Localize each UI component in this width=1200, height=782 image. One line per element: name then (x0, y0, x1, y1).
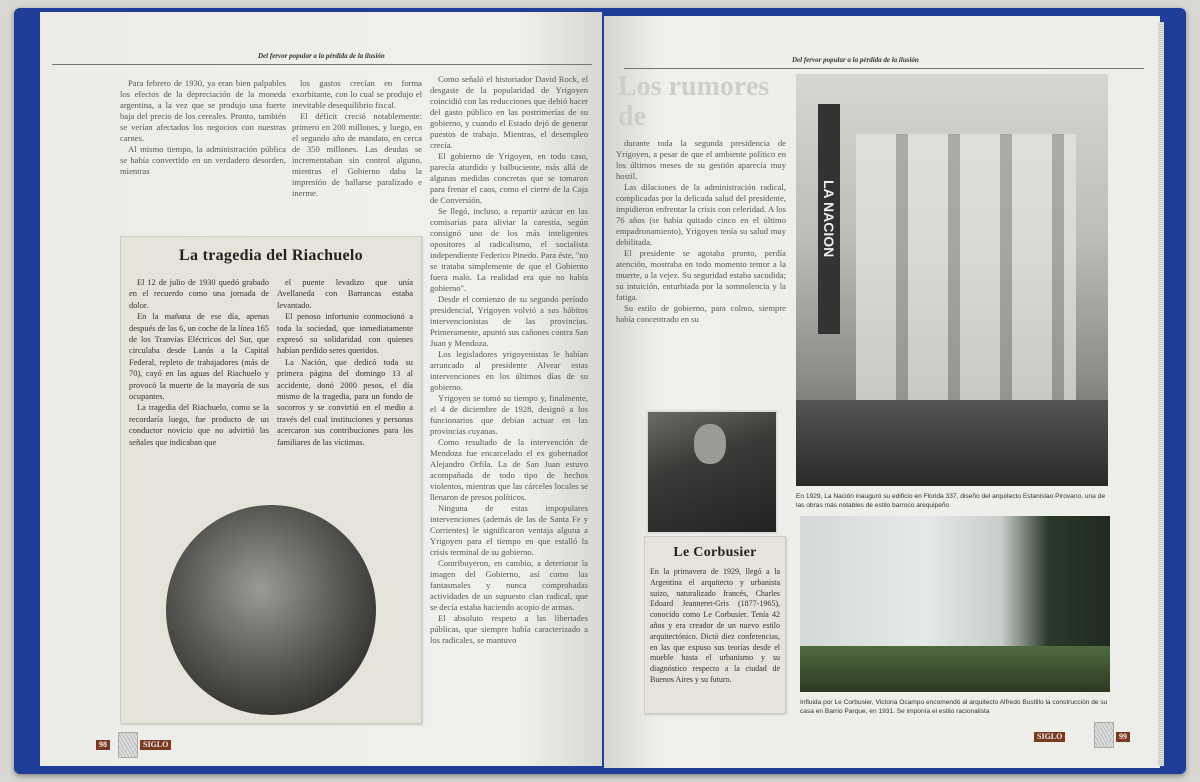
building-sign: LA NACION (818, 104, 840, 334)
paragraph: Los legisladores yrigoyenistas le habían arrancado al presidente Alvear estas intervenciones en los últimos días de su gobierno. (430, 349, 588, 392)
siglo-logo (1094, 722, 1114, 748)
paragraph: Para febrero de 1930, ya eran bien palpables los efectos de la depreciación de la moneda argentina, a la vez que se produjo una fuerte baja del precio de los cereales. Pronto, también se verían afectados los negocios con nuestras carnes. (120, 78, 286, 143)
text-column (616, 138, 786, 325)
paragraph: Contribuyeron, en cambio, a deteriorar la imagen del Gobierno, así como las fantasmales y nunca comprobadas actividades de un supuesto clan radical, que se decía estaba haciendo acopio de armas. (430, 558, 588, 612)
header-rule (624, 68, 1144, 69)
text-column-3 (430, 74, 588, 646)
siglo-logo (118, 732, 138, 758)
tragedy-photo (166, 505, 376, 715)
la-nacion-building-photo (796, 74, 1108, 486)
ghost-title: Los rumores de (618, 71, 770, 132)
paragraph: En la mañana de ese día, apenas después de las 6, un coche de la línea 165 de los Tranvías Eléctricos del Sur, que circulaba desde Lanús a la Capital Federal, repleto de trabajadores (más de 70), cayó en las aguas del Riachuelo y provocó la muerte de la mayoría de sus ocupantes. (129, 312, 269, 402)
paragraph: La tragedia del Riachuelo, como se la recordaría luego, fue producto de un conductor novicio que no advirtió las señales que indicaban que (129, 403, 269, 447)
paragraph: Su estilo de gobierno, para colmo, siempre había concentrado en su (616, 303, 786, 324)
header-rule (52, 64, 592, 65)
right-page (604, 16, 1160, 768)
paragraph: Yrigoyen se tomó su tiempo y, finalmente, el 4 de diciembre de 1928, designó a los funcionarios que debían actuar en las provincias cuyanas. (430, 393, 588, 436)
building-facade (856, 134, 1076, 430)
sidebar-riachuelo (120, 236, 422, 724)
sidebar-title: La tragedia del Riachuelo (179, 247, 363, 264)
brand-label: SIGLO (140, 740, 171, 750)
paragraph: El déficit creció notablemente: primero en 200 millones, y luego, en el segundo año de mandato, en cerca de 350 millones. Las deudas se incrementaban sin control alguno, mientras el Gobierno daba la impresión de hallarse paralizado e inerme. (292, 111, 422, 198)
sidebar-text: En la primavera de 1929, llegó a la Argentina el arquitecto y urbanista suizo, naturalizado francés, Charles Edoard Jeanneret-Gris (1877-1965), conocido como Le Corbusier. Tenía 42 años y era creador de un nuevo estilo arquitectónico. Dictó diez conferencias, en las que expuso sus teorías desde el mueble hasta el urbanismo y su diagnóstico respecto a la ciudad de Buenos Aires y su futuro. (650, 567, 780, 684)
running-head: Del fervor popular a la pérdida de la ilusión (258, 52, 385, 60)
sidebar-column-2 (277, 277, 413, 448)
paragraph: durante toda la segunda presidencia de Yrigoyen, a pesar de que el ambiente político en los últimos meses de su gestión aparecía muy hostil. (616, 138, 786, 181)
paragraph: Ninguna de estas impopulares intervenciones (además de las de Santa Fe y Corrientes) le significaron ventaja alguna a Yrigoyen para el tiempo en que estalló la crisis terminal de su gobierno. (430, 503, 588, 557)
sidebar-le-corbusier (644, 536, 786, 714)
paragraph: El penoso infortunio conmocionó a toda la sociedad, que inmediatamente expresó su solidaridad con quienes habían perdido seres queridos. (277, 312, 413, 356)
page-number: 98 (96, 740, 110, 750)
page-edges (1158, 22, 1164, 766)
paragraph: El 12 de julio de 1930 quedó grabado en el recuerdo como una jornada de dolor. (129, 278, 269, 310)
brand-label: SIGLO (1034, 732, 1065, 742)
page-number: 99 (1116, 732, 1130, 742)
left-page (40, 12, 602, 766)
paragraph: Se llegó, incluso, a repartir azúcar en las comisarías para aliviar la carestía, según consignó uno de los más inteligentes opositores al radicalismo, el socialista independiente Federico Pinedo. Para éste, "no se trataba simplemente de que el Gobierno fuera malo. La realidad era que no había gobierno". (430, 206, 588, 293)
sidebar-title: Le Corbusier (673, 545, 757, 560)
paragraph: El presidente se agotaba pronto, perdía atención, mostraba en todo momento temor a la muerte, a la vejez. Su seguridad estaba sacudida; su intuición, enturbiada por la somnolencia y la fatiga. (616, 248, 786, 302)
paragraph: El absoluto respeto a las libertades públicas, que siempre había caracterizado a los radicales, se mantuvo (430, 613, 588, 645)
paragraph: Como señaló el historiador David Rock, el desgaste de la popularidad de Yrigoyen coincidió con las reducciones que debió hacer del gasto público en las postrimerías de su gobierno, y cuando el Estado dejó de generar puestos de trabajo. Mientras, el desempleo crecía. (430, 74, 588, 150)
house-caption: Influida por Le Corbusier, Victoria Ocampo encomendó al arquitecto Alfredo Bustillo la construcción de su casa en Barrio Parque, en 1931. Se imponía el estilo racionalista (800, 699, 1108, 715)
building-caption: En 1929, La Nación inauguró su edificio en Florida 337, diseño del arquitecto Estanislao Pirovano, una de las obras más notables de estilo barroco arequipeño (796, 493, 1106, 509)
text-column-1 (120, 78, 286, 177)
text-column-2 (292, 78, 422, 199)
portrait-face (694, 424, 726, 464)
ocampo-house-photo (800, 516, 1110, 692)
le-corbusier-photo (646, 410, 778, 534)
paragraph: el puente levadizo que unía Avellaneda con Barrancas estaba levantado. (277, 278, 413, 310)
sidebar-column-1 (129, 277, 269, 448)
paragraph: Las dilaciones de la administración radical, complicadas por la delicada salud del presidente, impidieron enfrentar la crisis con celeridad. A los 76 años (se había quitado cinco en el último empadronamiento), Yrigoyen tenía su salud muy debilitada. (616, 182, 786, 247)
hedge (800, 646, 1110, 692)
paragraph: Al mismo tiempo, la administración pública se había convertido en un verdadero desorden, mientras (120, 144, 286, 176)
paragraph: los gastos crecían en forma exorbitante, con lo cual se produjo el inevitable desequilibrio fiscal. (292, 78, 422, 110)
paragraph: El gobierno de Yrigoyen, en todo caso, parecía aturdido y balbuciente, más allá de algunas medidas concretas que se tomaron para frenar el caos, como el cierre de la Caja de Conversión. (430, 151, 588, 205)
running-head: Del fervor popular a la pérdida de la ilusión (792, 56, 919, 64)
street (796, 400, 1108, 486)
paragraph: La Nación, que dedicó toda su primera página del domingo 13 al accidente, donó 2000 pesos, el día mismo de la tragedia, para un fondo de socorros y se convirtió en el medio a través del cual instituciones y personas acercaron sus contribuciones para los familiares de las víctimas. (277, 357, 413, 447)
paragraph: Desde el comienzo de su segundo período presidencial, Yrigoyen volvió a sus hábitos intervencionistas de las provincias. Primeramente, apuntó sus cañones contra San Juan y Mendoza. (430, 294, 588, 348)
paragraph: Como resultado de la intervención de Mendoza fue encarcelado el ex gobernador Alejandro Orfila. La de San Juan estuvo acompañada de todo tipo de hechos violentos, mientras que las cárceles locales se llenaron de presos políticos. (430, 437, 588, 502)
